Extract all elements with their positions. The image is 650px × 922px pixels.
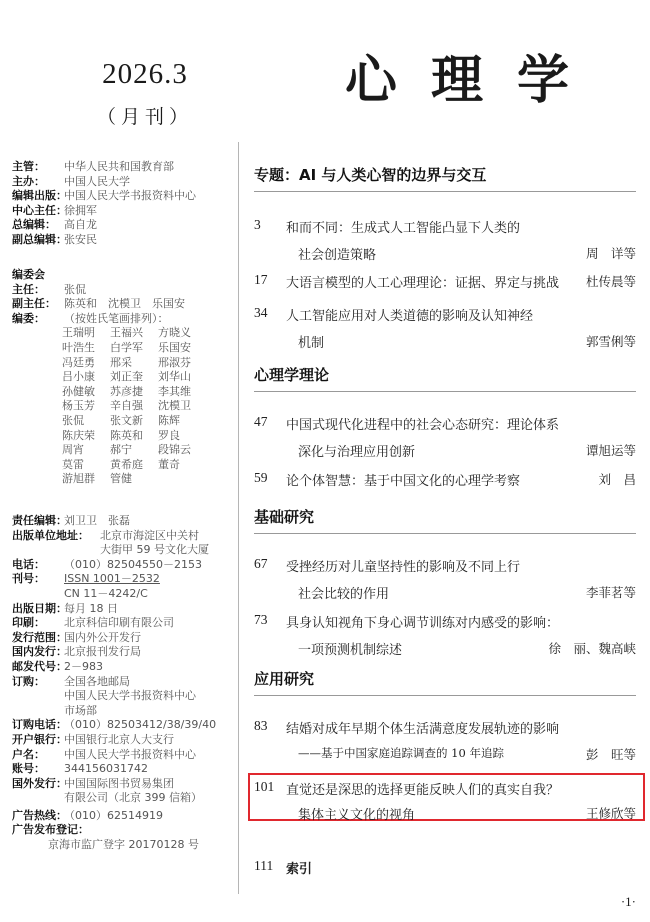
section-heading: 应用研究 [254,668,636,696]
resp-editor: 刘卫卫 张磊 [64,514,130,527]
committee-member: 苏彦捷 [110,384,143,398]
account-name: 中国人民大学书报资料中心 [64,747,196,761]
article-page: 101 [254,779,275,794]
account: 344156031742 [64,762,148,776]
committee-member: 乐国安 [158,340,191,354]
article-title-cont: 机制 [298,336,325,351]
toc-article[interactable] [254,556,636,602]
section-heading: 专题：AI 与人类心智的边界与交互 [254,164,636,192]
order-2: 中国人民大学书报资料中心 [64,689,196,703]
committee-member: 董奇 [158,457,180,471]
resp-editor-label: 责任编辑： [12,514,67,527]
article-author: 谭旭运等 [585,443,636,458]
article-title: 直觉还是深思的选择更能反映人们的真实自我？ [286,783,560,798]
bank: 中国银行北京人大支行 [64,732,174,746]
committee-member: 陈庆荣 [62,428,95,442]
issn-label: 刊号： [12,572,45,586]
article-author: 杜传晨等 [585,274,636,289]
distribution: 国内外公开发行 [64,630,141,644]
article-title-cont: 一项预测机制综述 [298,643,403,658]
sponsor-label: 主管： [12,160,45,173]
pubdate: 每月 18 日 [64,601,118,615]
publication-info [12,160,234,248]
members-label: 编委： [12,311,45,325]
director-label: 中心主任： [12,203,67,217]
printer-label: 印刷： [12,616,45,630]
phone: （010）82504550－2153 [64,557,202,571]
committee-heading: 编委会 [12,268,45,281]
ad-reg: 京海市监广登字 20170128 号 [48,838,199,852]
article-title: 大语言模型的人工心理理论：证据、界定与挑战 [286,276,560,291]
order-phone: （010）82503412/38/39/40 [64,718,217,732]
intl-1: 中国国际图书贸易集团 [64,776,174,790]
order-1: 全国各地邮局 [64,674,130,688]
article-title: 人工智能应用对人类道德的影响及认知神经 [286,309,534,324]
committee-member: 方晓义 [158,326,191,340]
toc-article[interactable] [254,414,636,460]
article-page: 67 [254,556,268,571]
committee-member: 周宵 [62,443,84,457]
toc-article[interactable] [254,612,636,658]
committee-member: 黄希庭 [110,457,143,471]
ad-reg-label: 广告发布登记： [12,823,89,837]
section-heading: 心理学理论 [254,364,636,392]
address-2: 大街甲 59 号文化大厦 [100,543,209,557]
publisher-label: 编辑出版： [12,189,67,203]
intl-label: 国外发行： [12,776,67,790]
toc-index[interactable] [254,858,636,877]
account-label: 账号： [12,762,45,776]
ad-phone: （010）62514919 [64,808,163,822]
toc-article[interactable] [254,718,636,763]
article-page: 3 [254,217,261,232]
committee-member: 刘正奎 [110,370,143,384]
section-heading: 基础研究 [254,506,636,534]
order-3: 市场部 [64,703,97,717]
journal-title: 心理学 [345,51,604,111]
committee-member: 莫雷 [62,457,84,471]
toc-article[interactable] [254,272,636,291]
article-title: 和而不同：生成式人工智能凸显下人类的 [286,221,521,236]
address-1: 北京市海淀区中关村 [100,528,199,542]
order-phone-label: 订购电话： [12,718,67,732]
committee-member: 陈辉 [158,413,180,427]
committee-member: 刘华山 [158,370,191,384]
committee-member: 杨玉芳 [62,399,95,413]
publishing-details [12,514,234,853]
committee-member: 张侃 [62,413,84,427]
domestic-label: 国内发行： [12,645,67,659]
article-author: 王修欣等 [585,806,636,821]
committee-member: 孙健敏 [62,384,95,398]
index-label: 索引 [286,862,313,877]
committee-member: 王瑞明 [62,326,95,340]
postal-label: 邮发代号： [12,659,67,673]
committee-member: 张文新 [110,413,143,427]
article-subtitle: ——基于中国家庭追踪调查的 10 年追踪 [298,746,504,760]
committee-member: 陈英和 [110,428,143,442]
intl-2: 有限公司（北京 399 信箱） [64,791,202,805]
committee-member: 邢采 [110,355,132,369]
article-page: 73 [254,612,268,627]
article-title-cont: 社会创造策略 [298,248,377,263]
toc-article[interactable] [254,470,636,489]
director: 徐拥军 [64,203,97,217]
toc-article[interactable] [254,305,636,351]
deputy-editor: 张安民 [64,232,97,246]
editor-in-chief-label: 总编辑： [12,218,56,232]
article-author: 刘 昌 [598,472,636,487]
committee-member: 辛自强 [110,399,143,413]
article-author: 彭 旺等 [585,747,636,762]
editorial-committee [12,268,234,487]
article-page: 47 [254,414,268,429]
index-page: 111 [254,858,274,873]
address-label: 出版单位地址： [12,528,89,542]
committee-member: 游旭群 [62,472,95,486]
committee-member: 管健 [110,472,132,486]
committee-member: 罗良 [158,428,180,442]
ad-phone-label: 广告热线： [12,808,67,822]
sponsor: 中华人民共和国教育部 [64,160,174,173]
article-title: 论个体智慧：基于中国文化的心理学考察 [286,474,521,489]
publisher: 中国人民大学书报资料中心 [64,189,196,203]
article-title: 结婚对成年早期个体生活满意度发展轨迹的影响 [286,722,560,737]
host-label: 主办： [12,174,45,188]
committee-member: 段锦云 [158,443,191,457]
members-grid [12,326,234,487]
article-author: 周 详等 [585,246,636,261]
article-author: 郭雪俐等 [585,334,636,349]
vice-chair: 陈英和 沈模卫 乐国安 [64,297,185,311]
domestic: 北京报刊发行局 [64,645,141,659]
issue-frequency: （月刊） [96,106,193,128]
account-name-label: 户名： [12,747,45,761]
committee-member: 邢淑芬 [158,355,191,369]
committee-member: 沈模卫 [158,399,191,413]
committee-member: 吕小康 [62,370,95,384]
toc-article-highlighted[interactable] [254,779,636,823]
column-divider [238,142,239,894]
order-label: 订购： [12,674,45,688]
article-author: 徐 丽、魏高峡 [548,641,636,656]
issue-date: 2026.3 [102,58,188,90]
deputy-editor-label: 副总编辑： [12,232,67,246]
committee-member: 李其维 [158,384,191,398]
host: 中国人民大学 [64,174,130,188]
printer: 北京科信印刷有限公司 [64,616,174,630]
article-title-cont: 社会比较的作用 [298,587,390,602]
committee-member: 王福兴 [110,326,143,340]
article-page: 59 [254,470,268,485]
pubdate-label: 出版日期： [12,601,67,615]
committee-member: 叶浩生 [62,340,95,354]
cn-number: CN 11－4242/C [64,586,148,600]
postal: 2－983 [64,659,103,673]
article-title: 具身认知视角下身心调节训练对内感受的影响： [286,616,560,631]
distribution-label: 发行范围： [12,630,67,644]
article-title-cont: 深化与治理应用创新 [298,445,416,460]
committee-member: 白学军 [110,340,143,354]
article-title: 中国式现代化进程中的社会心态研究：理论体系 [286,418,560,433]
editor-in-chief: 高自龙 [64,218,97,232]
article-page: 17 [254,272,268,287]
chair: 张侃 [64,282,86,296]
committee-member: 冯廷勇 [62,355,95,369]
toc-article[interactable] [254,217,636,263]
article-page: 83 [254,718,268,733]
article-page: 34 [254,305,268,320]
page-number: ·1· [620,894,636,909]
article-title: 受挫经历对儿童坚持性的影响及不同上行 [286,560,521,575]
vice-chair-label: 副主任： [12,297,56,311]
issn: ISSN 1001－2532 [64,572,160,586]
members-note: （按姓氏笔画排列）： [64,311,169,325]
chair-label: 主任： [12,282,45,296]
article-title-cont: 集体主义文化的视角 [298,808,416,823]
committee-member: 郝宁 [110,443,132,457]
bank-label: 开户银行： [12,732,67,746]
phone-label: 电话： [12,557,45,571]
article-author: 李菲茗等 [585,585,636,600]
